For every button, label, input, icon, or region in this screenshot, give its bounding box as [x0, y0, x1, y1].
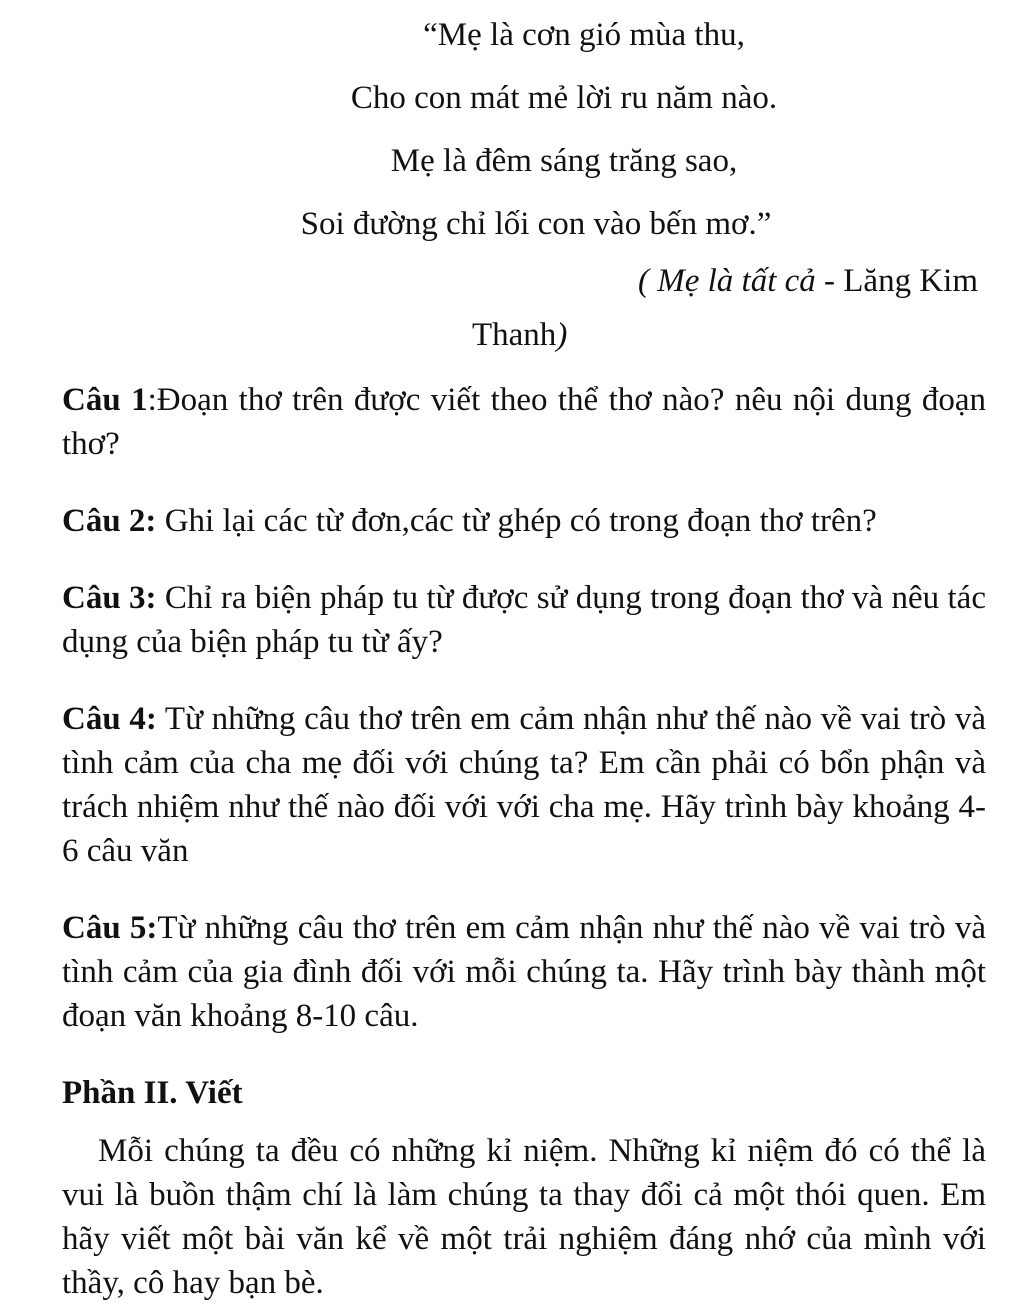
- question-2-label: Câu 2:: [62, 503, 157, 539]
- question-2: [62, 499, 986, 543]
- source-author-part2: Thanh: [472, 317, 557, 353]
- question-5-text: Từ những câu thơ trên em cảm nhận như thế nào về vai trò và tình cảm của gia đình đối với mỗi chúng ta. Hãy trình bày thành một đoạn văn khoảng 8-10 câu.: [62, 910, 986, 1034]
- poem-line-1: “Mẹ là cơn gió mùa thu,: [423, 17, 745, 53]
- writing-prompt: Mỗi chúng ta đều có những kỉ niệm. Những kỉ niệm đó có thể là vui là buồn thậm chí là làm chúng ta thay đổi cả một thói quen. Em hãy viết một bài văn kể về một trải nghiệm đáng nhớ của mình với thầy, cô hay bạn bè.: [62, 1133, 986, 1301]
- poem-source: [62, 264, 986, 352]
- question-1-label: Câu 1: [62, 382, 148, 418]
- question-5-label: Câu 5:: [62, 910, 158, 946]
- poem-line-4: Soi đường chỉ lối con vào bến mơ.”: [300, 206, 772, 242]
- question-4-text: Từ những câu thơ trên em cảm nhận như thế nào về vai trò và tình cảm của cha mẹ đối với chúng ta? Em cần phải có bổn phận và trách nhiệm như thế nào đối với với cha mẹ. Hãy trình bày khoảng 4-6 câu văn: [62, 701, 986, 869]
- question-5: [62, 906, 986, 1038]
- poem-line-3: Mẹ là đêm sáng trăng sao,: [390, 143, 738, 179]
- question-4-label: Câu 4:: [62, 701, 157, 737]
- source-line-2: [62, 318, 986, 352]
- question-4: [62, 697, 986, 873]
- question-1: [62, 378, 986, 466]
- question-2-text: Ghi lại các từ đơn,các từ ghép có trong đoạn thơ trên?: [156, 503, 877, 539]
- part-2-heading: Phần II. Viết: [62, 1075, 243, 1111]
- source-line-1: [62, 264, 986, 298]
- source-open-paren: (: [637, 263, 658, 299]
- poem-excerpt: [62, 18, 986, 241]
- source-title: Mẹ là tất cả: [657, 263, 816, 299]
- question-3: [62, 576, 986, 664]
- poem-line-2: Cho con mát mẻ lời ru năm nào.: [350, 80, 778, 116]
- question-1-text: :Đoạn thơ trên được viết theo thể thơ nào? nêu nội dung đoạn thơ?: [62, 382, 986, 462]
- question-3-label: Câu 3:: [62, 580, 157, 616]
- source-close-paren: ): [556, 317, 568, 353]
- source-author-part1: - Lăng Kim: [815, 263, 978, 299]
- question-3-text: Chỉ ra biện pháp tu từ được sử dụng trong đoạn thơ và nêu tác dụng của biện pháp tu từ ấy?: [62, 580, 986, 660]
